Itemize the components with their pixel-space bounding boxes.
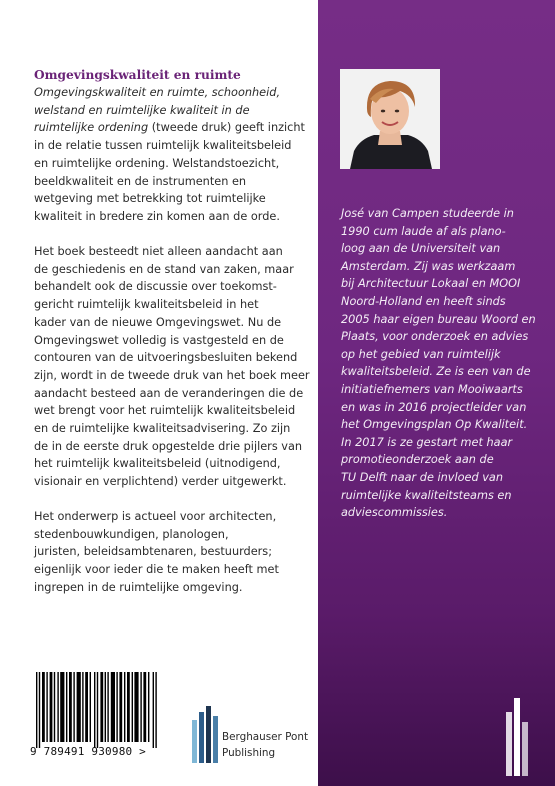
text-line: visionair en verplichtend) verder uitgewerkt. [34,475,287,489]
text-line: aandacht besteed aan de veranderingen die de [34,386,304,400]
publisher-name: Berghauser Pont [222,731,309,743]
author-portrait [340,69,440,169]
book-title: Omgevingskwaliteit en ruimte [34,68,241,82]
text-line: kwaliteit in bredere zin komen aan de orde. [34,209,280,223]
text-line: Het onderwerp is actueel voor architecten, [34,510,277,523]
bio-line: en was in 2016 projectleider van [341,400,527,414]
bio-line: kwaliteitsbeleid. Ze is een van de [341,365,531,379]
text-line: kader van de nieuwe Omgevingswet. Nu de [34,315,282,329]
publisher-logo-icon [191,706,221,763]
text-line: eigenlijk voor ieder die te maken heeft met [34,563,279,577]
text-line: gericht ruimtelijk kwaliteitsbeleid in het [34,298,259,312]
bio-line: loog aan de Universiteit van [341,242,501,256]
barcode [34,672,160,748]
bio-line: promotieonderzoek aan de [341,453,494,467]
bio-line: Amsterdam. Zij was werkzaam [341,259,516,273]
bio-line: Noord-Holland en heeft sinds [341,294,506,308]
text-line: het ruimtelijk kwaliteitsbeleid (uitnodigend, [34,457,281,471]
intro-paragraph [34,84,316,226]
text-line: ingrepen in de ruimtelijke omgeving. [34,580,243,594]
bio-line: In 2017 is ze gestart met haar [341,435,513,449]
bio-line: Plaats, voor onderzoek en advies [341,330,529,344]
text-line: beeldkwaliteit en de instrumenten en [34,174,247,188]
text-line: wetgeving met betrekking tot ruimtelijke [34,192,266,206]
text-line: in de relatie tussen ruimtelijk kwaliteitsbeleid [34,139,292,153]
bio-line: ruimtelijke kwaliteitsteams en [341,488,512,502]
text-line: de geschiedenis en de stand van zaken, maar [34,262,294,276]
bio-line: op het gebied van ruimtelijk [341,347,501,361]
text-line: Het boek besteedt niet alleen aandacht aan [34,245,283,258]
text-line: stedenbouwkundigen, planologen, [34,527,229,541]
text-line: en ruimtelijke ordening. Welstandstoezicht, [34,156,280,170]
series-marker-icon [506,698,528,776]
bio-line: initiatiefnemers van Mooiwaarts [341,382,523,396]
text-line: ruimtelijke ordening (tweede druk) geeft inzicht [34,121,305,135]
audience-paragraph [34,508,316,597]
author-bio [341,205,546,522]
text-line: Omgevingskwaliteit en ruimte, schoonheid, [34,86,281,99]
bio-line: adviescommissies. [341,506,448,520]
body-paragraph [34,243,316,491]
bio-line: 1990 cum laude af als plano- [341,224,506,238]
text-line: juristen, beleidsambtenaren, bestuurders; [34,545,273,559]
bio-line: het Omgevingsplan Op Kwaliteit. [341,418,528,432]
text-line: welstand en ruimtelijke kwaliteit in de [34,103,250,117]
text-line: Omgevingswet volledig is vastgesteld en de [34,333,284,347]
text-line: behandelt ook de discussie over toekomst- [34,280,277,294]
bio-line: bij Architectuur Lokaal en MOOI [341,277,521,291]
text-line: de in de eerste druk opgestelde drie pijlers van [34,439,303,453]
bio-line: José van Campen studeerde in [341,207,514,220]
bio-line: 2005 haar eigen bureau Woord en [341,312,536,326]
text-line: contouren van de uitvoeringsbesluiten bekend [34,351,298,365]
isbn-digits: 9 789491 930980 > [30,745,146,758]
bio-line: TU Delft naar de invloed van [341,470,504,484]
text-line: zijn, wordt in de tweede druk van het boek meer [34,368,310,382]
publisher-subname: Publishing [222,747,276,759]
text-line: wet brengt voor het ruimtelijk kwaliteitsbeleid [34,404,296,418]
text-line: en de ruimtelijke kwaliteitsadvisering. Zo zijn [34,422,291,436]
